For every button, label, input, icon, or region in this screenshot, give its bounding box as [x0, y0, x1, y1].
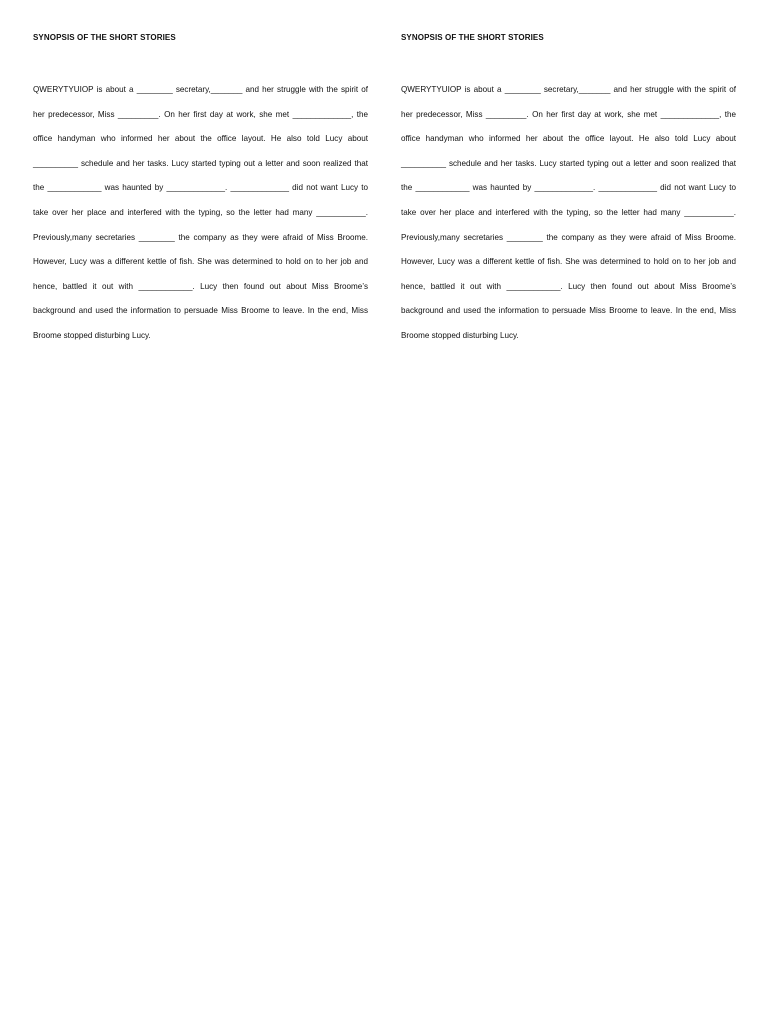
synopsis-heading: SYNOPSIS OF THE SHORT STORIES: [33, 33, 176, 42]
synopsis-column-left: [33, 32, 368, 349]
synopsis-heading: SYNOPSIS OF THE SHORT STORIES: [401, 33, 544, 42]
synopsis-paragraph: QWERYTYUIOP is about a ________ secretary,_______ and her struggle with the spirit of her predecessor, Miss _________. On her first day at work, she met _____________, the office handyman who informed her about the office layout. He also told Lucy about __________ schedule and her tasks. Lucy started typing out a letter and soon realized that the ____________ was haunted by _____________. _____________ did not want Lucy to take over her place and interfered with the typing, so the letter had many ___________. Previously,many secretaries ________ the company as they were afraid of Miss Broome. However, Lucy was a different kettle of fish. She was determined to hold on to her job and hence, battled it out with ____________. Lucy then found out about Miss Broome’s background and used the information to persuade Miss Broome to leave. In the end, Miss Broome stopped disturbing Lucy.: [33, 85, 368, 340]
synopsis-paragraph: QWERYTYUIOP is about a ________ secretary,_______ and her struggle with the spirit of her predecessor, Miss _________. On her first day at work, she met _____________, the office handyman who informed her about the office layout. He also told Lucy about __________ schedule and her tasks. Lucy started typing out a letter and soon realized that the ____________ was haunted by _____________. _____________ did not want Lucy to take over her place and interfered with the typing, so the letter had many ___________. Previously,many secretaries ________ the company as they were afraid of Miss Broome. However, Lucy was a different kettle of fish. She was determined to hold on to her job and hence, battled it out with ____________. Lucy then found out about Miss Broome’s background and used the information to persuade Miss Broome to leave. In the end, Miss Broome stopped disturbing Lucy.: [401, 85, 736, 340]
synopsis-column-right: [401, 32, 736, 349]
